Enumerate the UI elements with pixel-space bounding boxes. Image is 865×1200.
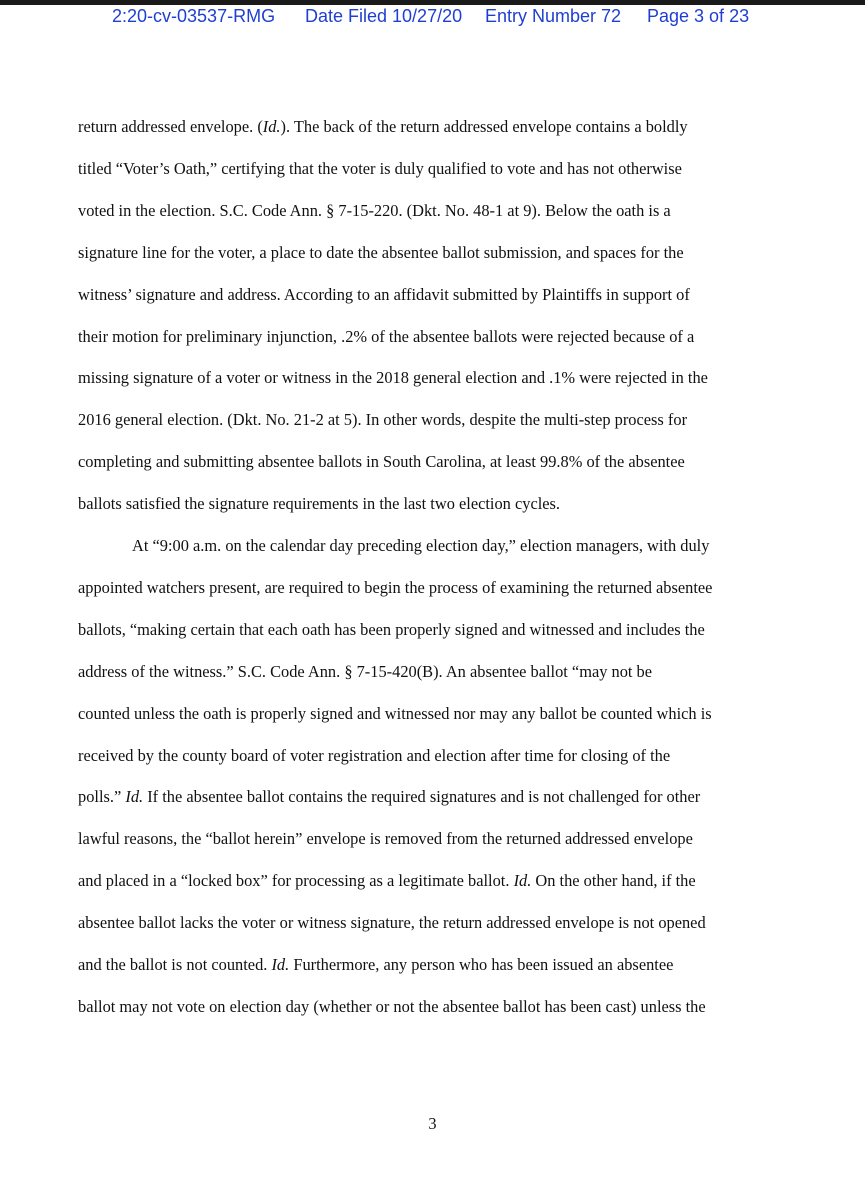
citation-italic: Id. (262, 117, 281, 136)
text-span: address of the witness.” S.C. Code Ann. § 7-15-420(B). An absentee ballot “may not be (78, 661, 653, 681)
text-line (78, 410, 687, 430)
page-of: Page 3 of 23 (647, 6, 750, 26)
entry-number: Entry Number 72 (485, 6, 622, 26)
text-span: absentee ballot lacks the voter or witness signature, the return addressed envelope is not opened (78, 913, 706, 933)
case-number: 2:20-cv-03537-RMG (112, 6, 276, 26)
citation-italic: Id. (513, 871, 532, 891)
text-line (78, 201, 671, 221)
text-line (78, 871, 696, 891)
text-span: counted unless the oath is properly signed and witnessed nor may any ballot be counted which is (78, 703, 712, 723)
text-line (78, 494, 560, 514)
text-span: their motion for preliminary injunction, .2% of the absentee ballots were rejected because of a (78, 326, 695, 346)
text-line (78, 243, 684, 263)
text-span: signature line for the voter, a place to date the absentee ballot submission, and spaces for the (78, 242, 684, 262)
text-line (78, 117, 688, 137)
text-span: Furthermore, any person who has been issued an absentee (289, 955, 674, 974)
text-span: ballots, “making certain that each oath has been properly signed and witnessed and includes the (78, 619, 705, 639)
text-line (132, 536, 709, 556)
text-span: ballots satisfied the signature requirements in the last two election cycles. (78, 494, 561, 514)
text-span: missing signature of a voter or witness in the 2018 general election and .1% were rejected in the (78, 368, 708, 388)
citation-italic: Id. (271, 955, 290, 974)
text-span: ballot may not vote on election day (whether or not the absentee ballot has been cast) unless the (78, 996, 706, 1016)
text-line (78, 327, 694, 347)
text-line (78, 285, 690, 305)
text-line (78, 913, 706, 933)
text-line (78, 620, 705, 640)
text-span: and placed in a “locked box” for processing as a legitimate ballot. (78, 871, 514, 891)
text-span: appointed watchers present, are required to begin the process of examining the returned absentee (78, 577, 713, 597)
text-line (78, 787, 700, 807)
text-span: 2016 general election. (Dkt. No. 21-2 at 5). In other words, despite the multi-step process for (78, 410, 688, 430)
text-line (78, 662, 652, 682)
text-span: received by the county board of voter registration and election after time for closing of the (78, 745, 671, 765)
text-line (78, 452, 685, 472)
text-span: witness’ signature and address. According to an affidavit submitted by Plaintiffs in support of (78, 284, 690, 304)
text-span: polls.” (78, 787, 126, 807)
text-span: lawful reasons, the “ballot herein” envelope is removed from the returned addressed envelope (78, 829, 693, 849)
text-span: titled “Voter’s Oath,” certifying that the voter is duly qualified to vote and has not otherwise (78, 158, 682, 178)
text-span: voted in the election. S.C. Code Ann. § 7-15-220. (Dkt. No. 48-1 at 9). Below the oath is a (78, 200, 671, 220)
text-span: completing and submitting absentee ballots in South Carolina, at least 99.8% of the absentee (78, 452, 685, 472)
text-line (78, 159, 682, 179)
text-line (78, 746, 670, 766)
text-span: If the absentee ballot contains the required signatures and is not challenged for other (143, 787, 701, 807)
top-rule (0, 0, 865, 5)
page-number: 3 (428, 1114, 437, 1133)
text-line (78, 829, 693, 849)
ecf-header (0, 6, 865, 32)
text-line (78, 578, 712, 598)
date-filed: Date Filed 10/27/20 (305, 6, 463, 26)
text-span: On the other hand, if the (531, 871, 696, 891)
text-line (78, 997, 706, 1017)
text-span: and the ballot is not counted. (78, 955, 272, 974)
text-line (78, 704, 712, 724)
text-span: return addressed envelope. ( (78, 117, 263, 136)
text-line (78, 368, 708, 388)
text-line (78, 955, 673, 975)
citation-italic: Id. (125, 787, 144, 807)
text-span: At “9:00 a.m. on the calendar day preceding election day,” election managers, with duly (132, 536, 710, 555)
text-span: ). The back of the return addressed envelope contains a boldly (280, 117, 688, 136)
